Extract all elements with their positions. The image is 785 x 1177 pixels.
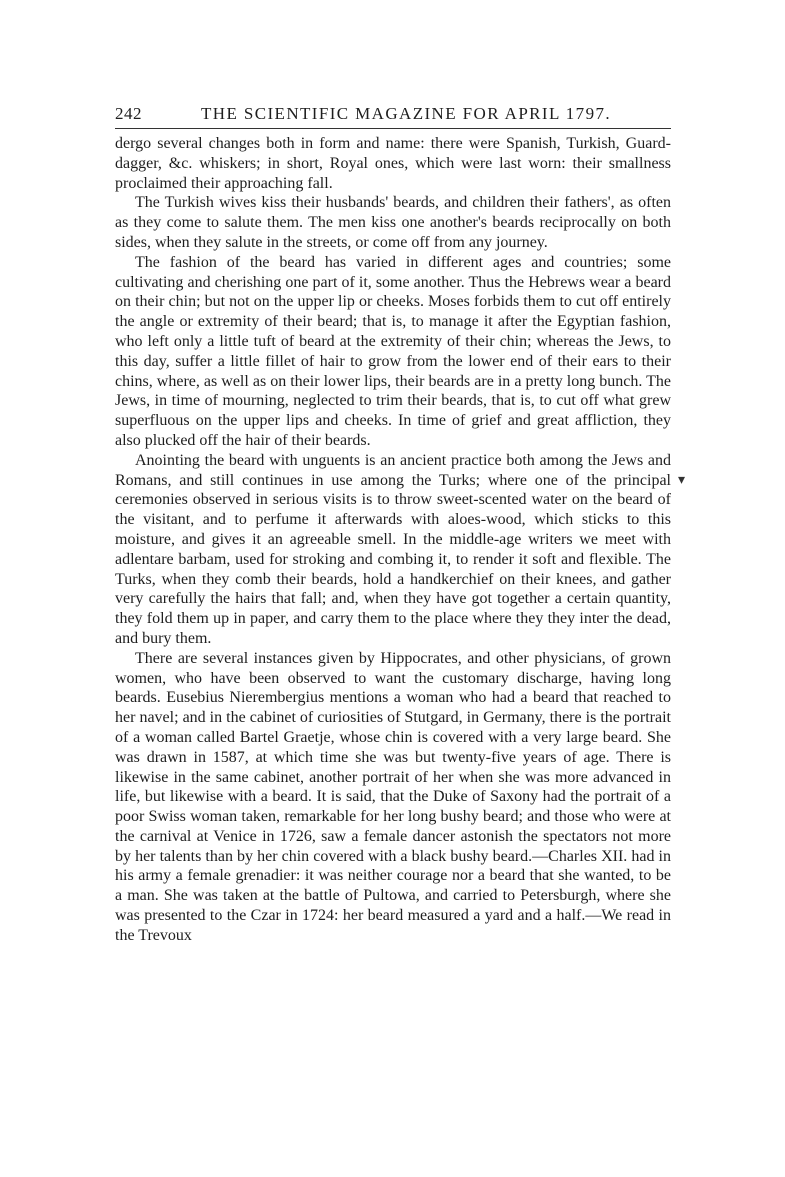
paragraph-3: The fashion of the beard has varied in different ages and countries; some cultivating and cherishing one part of it, some another. Thus the Hebrews wear a beard on their chin; but not on the upper lip or cheeks. Moses forbids them to cut off entirely the angle or extremity of their beard; that is, to manage it after the Egyptian fashion, who left only a little tuft of beard at the extremity of their chin; whereas the Jews, to this day, suffer a little fillet of hair to grow from the lower end of their ears to their chins, where, as well as on their lower lips, their beards are in a pretty long bunch. The Jews, in time of mourning, neglected to trim their beards, that is, to cut off what grew superfluous on the upper lips and cheeks. In time of grief and great affliction, they also plucked off the hair of their beards. <box>115 253 671 449</box>
paragraph-4: Anointing the beard with unguents is an ancient practice both among the Jews and Romans, and still continues in use among the Turks; where one of the principal ceremonies observed in serious visits is to throw sweet-scented water on the beard of the visitant, and to perfume it afterwards with aloes-wood, which sticks to this moisture, and gives it an agreeable smell. In the middle-age writers we meet with adlentare barbam, used for stroking and combing it, to render it soft and flexible. The Turks, when they comb their beards, hold a handkerchief on their knees, and gather very carefully the hairs that fall; and, when they have got together a certain quantity, they fold them up in paper, and carry them to the place where they they inter the dead, and bury them. <box>115 451 671 647</box>
margin-mark: ▾ <box>678 473 686 488</box>
page-header-title: THE SCIENTIFIC MAGAZINE FOR APRIL 1797. <box>201 104 612 123</box>
paragraph-2: The Turkish wives kiss their husbands' beards, and children their fathers', as often as they come to salute them. The men kiss one another's beards reciprocally on both sides, when they salute in the streets, or come off from any journey. <box>115 194 671 251</box>
running-head <box>115 102 671 129</box>
paragraph-5: There are several instances given by Hippocrates, and other physicians, of grown women, who have been observed to want the customary discharge, having long beards. Eusebius Nierembergius mentions a woman who had a beard that reached to her navel; and in the cabinet of curiosities of Stutgard, in Germany, there is the portrait of a woman called Bartel Graetje, whose chin is covered with a very large beard. She was drawn in 1587, at which time she was but twenty-five years of age. There is likewise in the same cabinet, another portrait of her when she was more advanced in life, but likewise with a beard. It is said, that the Duke of Saxony had the portrait of a poor Swiss woman taken, remarkable for her long bushy beard; and those who were at the carnival at Venice in 1726, saw a female dancer astonish the spectators not more by her talents than by her chin covered with a black bushy beard.—Charles XII. had in his army a female grenadier: it was neither courage nor a beard that she wanted, to be a man. She was taken at the battle of Pultowa, and carried to Petersburgh, where she was presented to the Czar in 1724: her beard measured a yard and a half.—We read in the Trevoux <box>115 649 671 944</box>
article-body <box>115 134 671 946</box>
page-number: 242 <box>115 104 142 123</box>
paragraph-1: dergo several changes both in form and name: there were Spanish, Turkish, Guard-dagger, &c. whiskers; in short, Royal ones, which were last worn: their smallness proclaimed their approaching fall. <box>115 135 671 192</box>
